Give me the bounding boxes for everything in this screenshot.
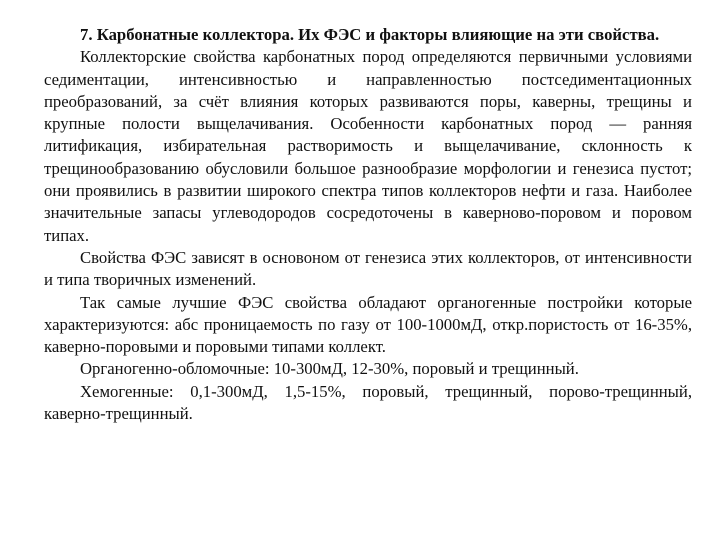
paragraph-organogenic-clastic: Органогенно-обломочные: 10-300мД, 12-30%, поровый и трещинный. xyxy=(80,359,579,379)
section-heading: 7. Карбонатные коллектора. Их ФЭС и факторы влияющие на эти свойства. xyxy=(80,25,660,44)
paragraph-reservoir-properties: Коллекторские свойства карбонатных пород определяются первичными условиями седиментации, интенсивностью и направленностью постседиментационных преобразований, за счёт влияния которых развиваются поры, каверны, трещины и крупные полости выщелачивания. Особенности карбонатных пород — ранняя литификация, избирательная растворимость и выщелачивание, склонность к трещинообразованию обусловили большое разнообразие морфологии и генезиса пустот; они проявились в развитии широкого спектра типов коллекторов нефти и газа. Наиболее значительные запасы углеводородов сосредоточены в каверново-поровом и поровом типах. xyxy=(44,47,692,245)
paragraph-organogenic-buildups: Так самые лучшие ФЭС свойства обладают органогенные постройки которые характеризуются: абс проницаемость по газу от 100-1000мД, откр.пористость от 16-35%, каверно-поровыми и поровыми типами коллект. xyxy=(44,292,692,357)
document-page xyxy=(44,24,692,425)
paragraph-fes-dependence: Свойства ФЭС зависят в основоном от генезиса этих коллекторов, от интенсивности и типа творичных изменений. xyxy=(44,247,692,290)
paragraph-chemogenic: Хемогенные: 0,1-300мД, 1,5-15%, поровый, трещинный, порово-трещинный, каверно-трещинный. xyxy=(44,381,692,424)
